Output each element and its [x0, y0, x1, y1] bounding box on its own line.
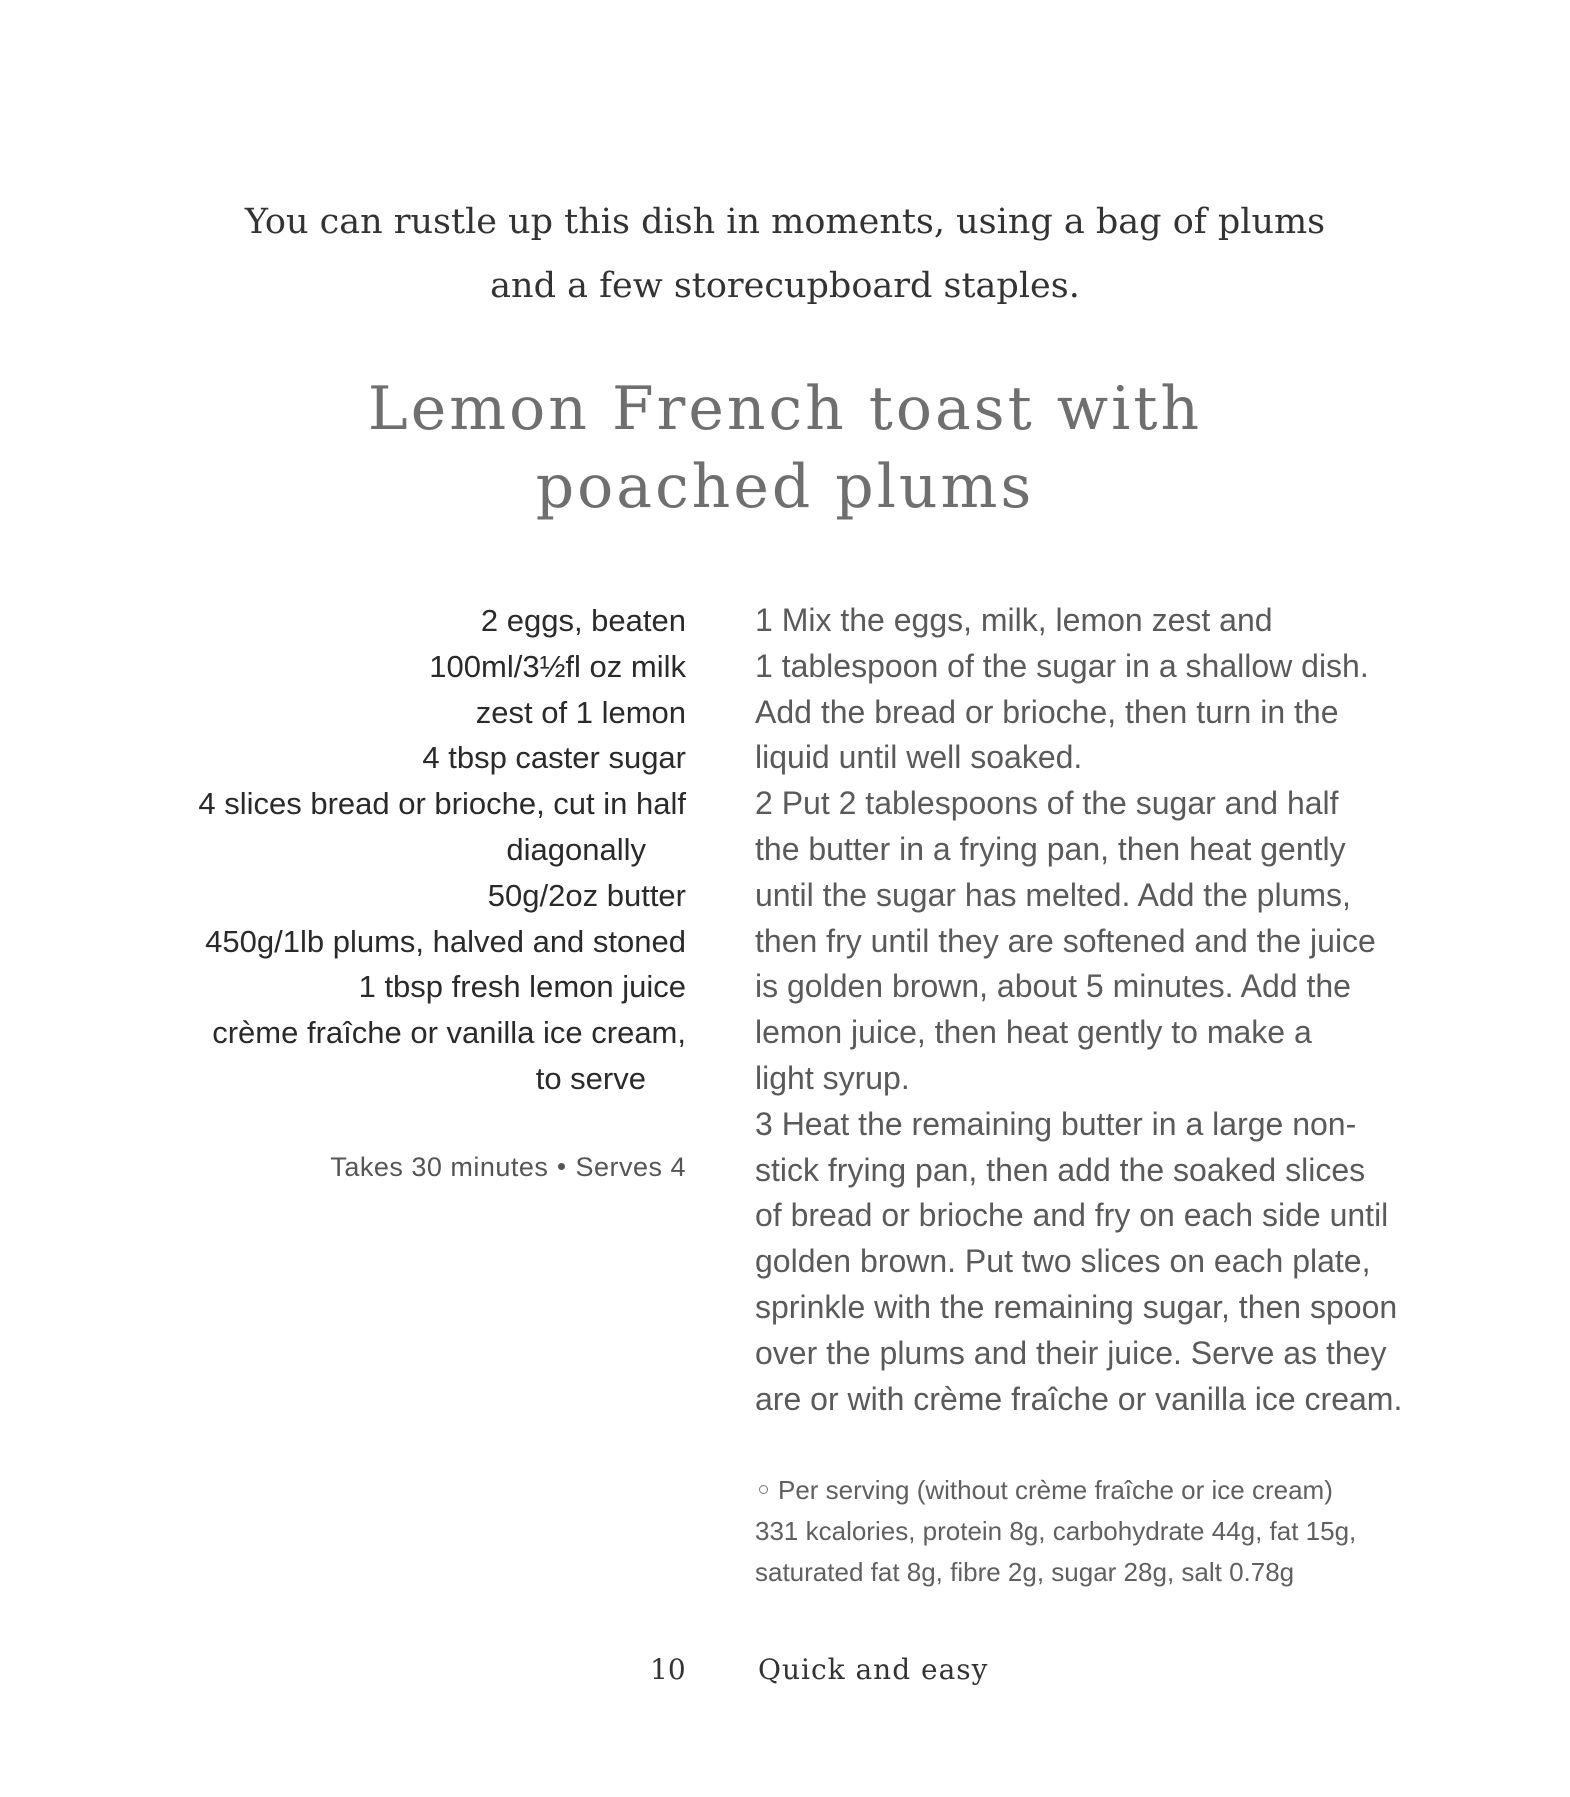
method-line: Add the bread or brioche, then turn in the: [755, 693, 1339, 730]
nutrition-info: [755, 1470, 1455, 1593]
title-line: poached plums: [535, 452, 1035, 522]
method-line: sprinkle with the remaining sugar, then spoon: [755, 1288, 1398, 1325]
method-line: 1 Mix the eggs, milk, lemon zest and: [755, 602, 1273, 638]
ingredients-list: [100, 598, 686, 1102]
recipe-title: [220, 370, 1350, 526]
ingredient-item: 100ml/3½fl oz milk: [429, 648, 686, 684]
method-line: are or with crème fraîche or vanilla ice cream.: [755, 1380, 1403, 1417]
ingredient-item: 450g/1lb plums, halved and stoned: [205, 923, 686, 959]
method-line: then fry until they are softened and the juice: [755, 922, 1376, 959]
bullet-icon: [558, 1163, 565, 1170]
method-line: liquid until well soaked.: [755, 739, 1083, 776]
intro-line: You can rustle up this dish in moments, using a bag of plums: [244, 202, 1326, 242]
nutrition-line: [755, 1470, 1455, 1511]
method-line: the butter in a frying pan, then heat gently: [755, 830, 1346, 867]
title-line: Lemon French toast with: [367, 374, 1203, 444]
intro-line: and a few storecupboard staples.: [490, 266, 1080, 306]
nutrition-line: saturated fat 8g, fibre 2g, sugar 28g, salt 0.78g: [755, 1557, 1295, 1587]
method-steps: [755, 598, 1455, 1422]
method-line: lemon juice, then heat gently to make a: [755, 1014, 1312, 1051]
ingredient-item: 4 tbsp caster sugar: [422, 740, 686, 776]
method-line: 1 tablespoon of the sugar in a shallow dish.: [755, 647, 1369, 684]
method-line: is golden brown, about 5 minutes. Add the: [755, 968, 1351, 1005]
method-line: 3 Heat the remaining butter in a large non-: [755, 1105, 1357, 1142]
ingredient-item: 50g/2oz butter: [487, 877, 686, 913]
servings: Serves 4: [575, 1152, 686, 1182]
method-line: until the sugar has melted. Add the plums,: [755, 876, 1351, 913]
method-line: over the plums and their juice. Serve as they: [755, 1334, 1387, 1371]
method-line: 2 Put 2 tablespoons of the sugar and half: [755, 785, 1339, 822]
nutrition-line: 331 kcalories, protein 8g, carbohydrate 44g, fat 15g,: [755, 1516, 1357, 1546]
ingredient-item: 1 tbsp fresh lemon juice: [358, 969, 686, 1005]
method-line: light syrup.: [755, 1059, 910, 1096]
bullet-icon: [759, 1485, 768, 1494]
method-line: of bread or brioche and fry on each side until: [755, 1197, 1389, 1234]
prep-time: Takes 30 minutes: [330, 1152, 549, 1182]
ingredient-item: 4 slices bread or brioche, cut in half: [198, 786, 686, 822]
method-line: stick frying pan, then add the soaked slices: [755, 1151, 1366, 1188]
nutrition-heading: Per serving (without crème fraîche or ice cream): [778, 1475, 1333, 1505]
intro-text: [140, 190, 1430, 318]
page-number: 10: [650, 1653, 686, 1686]
method-line: golden brown. Put two slices on each plate,: [755, 1243, 1371, 1280]
ingredient-item-continuation: to serve: [535, 1060, 646, 1096]
timing-info: [180, 1147, 686, 1187]
ingredient-item: crème fraîche or vanilla ice cream,: [212, 1015, 686, 1051]
ingredient-item: zest of 1 lemon: [475, 694, 686, 730]
section-name: Quick and easy: [758, 1653, 989, 1686]
ingredient-item-continuation: diagonally: [506, 831, 646, 867]
ingredient-item: 2 eggs, beaten: [480, 603, 686, 638]
